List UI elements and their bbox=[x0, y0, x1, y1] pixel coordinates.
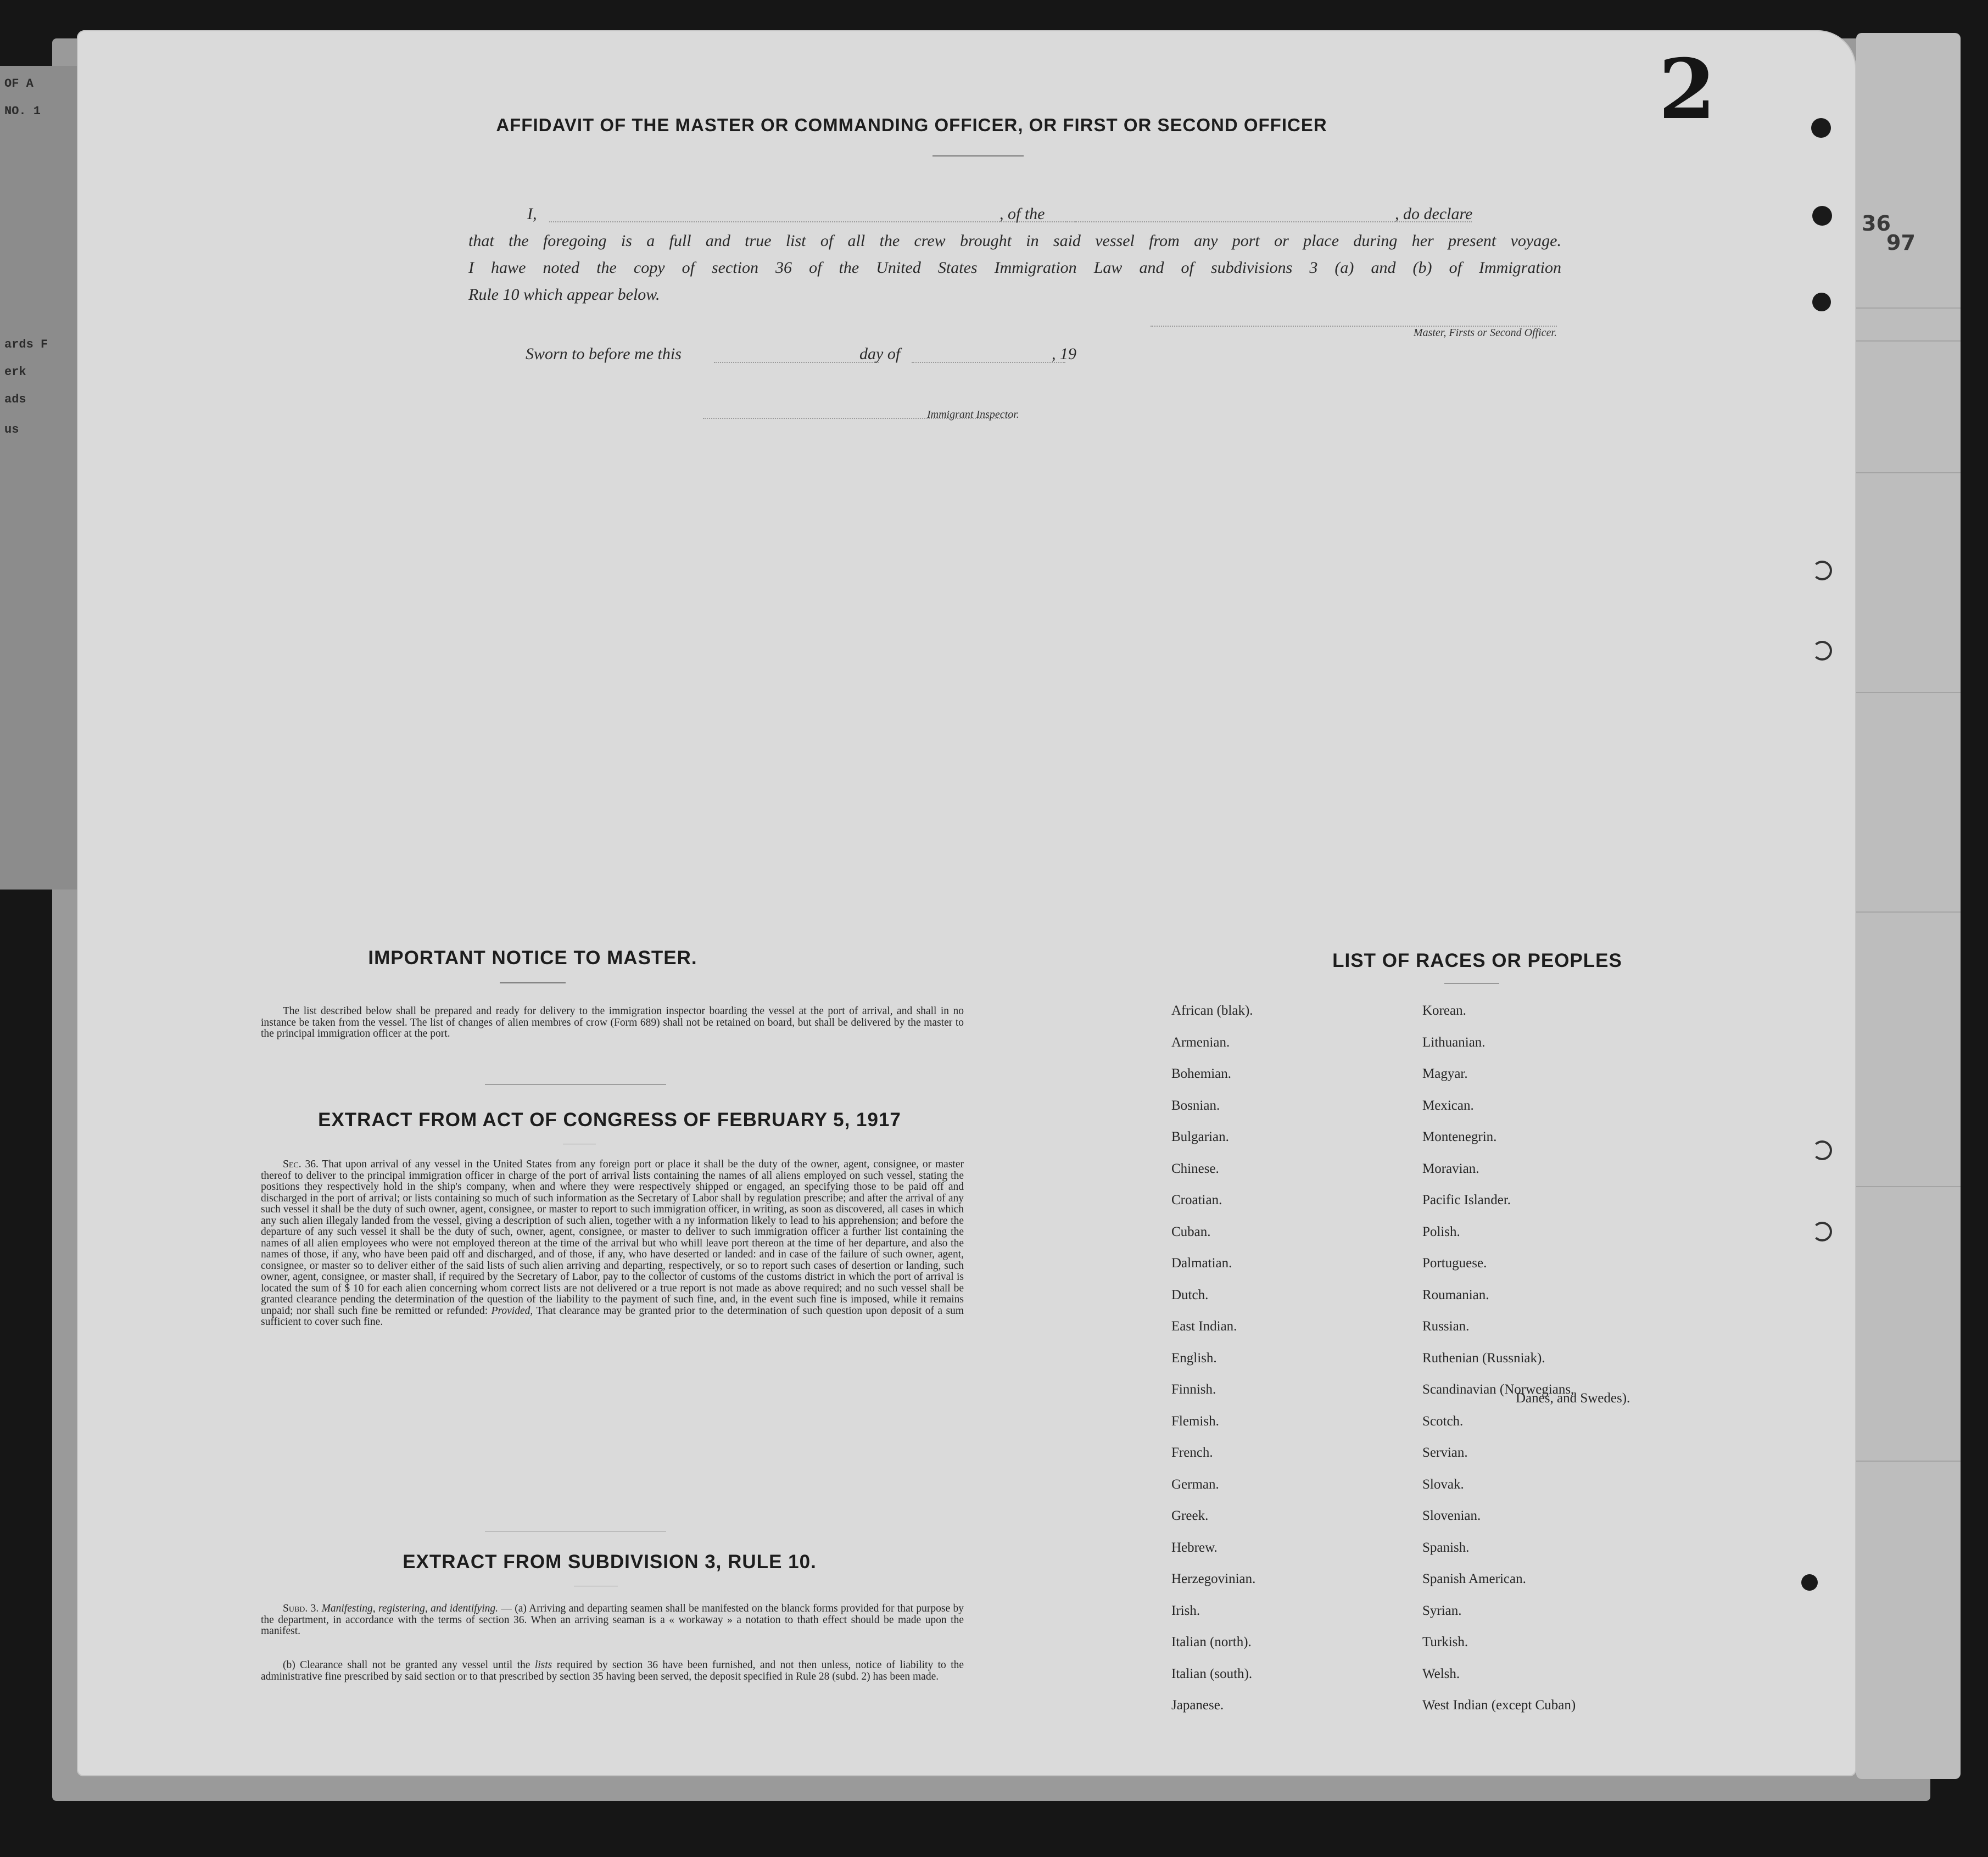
race-item: Magyar. bbox=[1422, 1066, 1468, 1081]
punch-hole bbox=[1812, 1140, 1832, 1160]
race-item: Portuguese. bbox=[1422, 1256, 1487, 1271]
subdivision-title: EXTRACT FROM SUBDIVISION 3, RULE 10. bbox=[403, 1551, 817, 1573]
race-item: Bohemian. bbox=[1171, 1066, 1232, 1081]
race-item: Turkish. bbox=[1422, 1635, 1468, 1649]
race-item: Pacific Islander. bbox=[1422, 1193, 1511, 1207]
race-item: Cuban. bbox=[1171, 1224, 1211, 1239]
race-item: Ruthenian (Russniak). bbox=[1422, 1350, 1545, 1366]
page-number: 2 bbox=[1658, 41, 1716, 138]
right-fragment: 97 bbox=[1886, 231, 1916, 255]
race-item: Bulgarian. bbox=[1171, 1129, 1229, 1144]
race-item: French. bbox=[1171, 1445, 1213, 1460]
race-item: Mexican. bbox=[1422, 1098, 1474, 1113]
title-divider bbox=[932, 155, 1024, 156]
left-fragment: OF A bbox=[4, 77, 33, 91]
race-item: Korean. bbox=[1422, 1003, 1466, 1018]
notice-text: The list described below shall be prepared and ready for delivery to the immigration inspector boarding the vessel at the port of arrival, and shall in no instance be taken from the vessel. The list of changes of alien membres of crow (Form 689) shall not be retained on board, but shall be delivered by the master to the principal immigration officer at the port. bbox=[261, 1005, 964, 1039]
punch-hole bbox=[1801, 1574, 1818, 1591]
subdivision-para-b bbox=[261, 1660, 964, 1682]
race-item: Slovak. bbox=[1422, 1476, 1464, 1492]
left-fragment: erk bbox=[4, 365, 26, 379]
punch-hole bbox=[1812, 561, 1832, 580]
race-item: Bosnian. bbox=[1171, 1098, 1220, 1113]
section-label: Sec. 36. bbox=[283, 1159, 319, 1170]
race-item: Flemish. bbox=[1171, 1413, 1219, 1429]
punch-hole bbox=[1812, 293, 1831, 311]
race-item: Greek. bbox=[1171, 1508, 1209, 1523]
punch-hole bbox=[1812, 641, 1832, 661]
race-item: Welsh. bbox=[1422, 1666, 1460, 1681]
subd-heading: Manifesting, registering, and identifying. bbox=[321, 1603, 498, 1614]
race-item: English. bbox=[1171, 1350, 1217, 1366]
inspector-caption: Immigrant Inspector. bbox=[927, 409, 1019, 421]
left-fragment: ards F bbox=[4, 338, 48, 351]
race-item: Chinese. bbox=[1171, 1161, 1219, 1176]
affidavit-line-4: Rule 10 which appear below. bbox=[468, 286, 660, 304]
race-item: Italian (south). bbox=[1171, 1666, 1253, 1681]
para-b-prefix: (b) Clearance shall not be granted any vessel until the bbox=[283, 1659, 530, 1671]
section-divider bbox=[485, 1084, 666, 1085]
race-item: Roumanian. bbox=[1422, 1287, 1489, 1302]
sworn-prefix: Sworn to before me this bbox=[526, 345, 682, 363]
race-item: Japanese. bbox=[1171, 1698, 1224, 1713]
race-item: Croatian. bbox=[1171, 1193, 1222, 1207]
sworn-day-of: day of bbox=[859, 345, 901, 363]
signature-caption: Master, Firsts or Second Officer. bbox=[1413, 327, 1557, 339]
race-item: Spanish. bbox=[1422, 1540, 1470, 1555]
race-item: Armenian. bbox=[1171, 1034, 1230, 1050]
affidavit-title: AFFIDAVIT OF THE MASTER OR COMMANDING OFFICER, OR FIRST OR SECOND OFFICER bbox=[496, 115, 1327, 135]
race-item: Moravian. bbox=[1422, 1161, 1479, 1176]
act-body: That upon arrival of any vessel in the United States from any foreign port or place it shall be the duty of the owner, agent, consignee, or master thereof to deliver to the principal immigration officer in charge of the port of arrival lists containing the names of all aliens employed on such vessel, stating the positions they respectively hold in the ship's company, when and where they were respectively shipped or engaged, an specifying those to be paid off and discharged in the port of arrival; or lists containing so much of such information as the Secretary of Labor shall by regulation prescribe; and after the arrival of any such vessel it shall be the duty of such owner, agent, consignee, or master to report to such immigration officer, in writing, as soon as discovered, all cases in which any such alien illegaly landed from the vessel, giving a description of such alien, together with a ny information likely to lead to his apprehension; and before the departure of any such vessel it shall be the duty of such, owner, agent, consignee, or master to deliver to such immigration officer a further list containing the names of all alien employees who were not employed thereon at the time of the arrival but who whill leave port thereon at the time of her departure, and also the names of those, if any, who have been paid off and discharged, and of those, if any, who have deserted or landed: and in case of the failure of such owner, agent, consignee, or master so to deliver either of the said lists of such alien arriving and departing, respectively, or so to report such cases of desertion or landing, such owner, agent, consignee, or master shall, if required by the Secretary of Labor, pay to the collector of customs of the customs district in which the port of arrival is located the sum of $ 10 for each alien concerning whom correct lists are not delivered or a true report is not made as above required; and no such vessel shall be granted clearance pending the determination of the question of the liability to the payment of such fine, and, in the event such fine is imposed, while it remains unpaid; nor shall such fine be remitted or refunded: bbox=[261, 1159, 964, 1317]
affidavit-line-3: I hawe noted the copy of section 36 of the United States Immigration Law and of subdivisions 3 (a) and (b) of Immigration bbox=[468, 259, 1561, 277]
race-item: East Indian. bbox=[1171, 1319, 1237, 1334]
race-item: Montenegrin. bbox=[1422, 1129, 1497, 1144]
provided-label: Provided, bbox=[491, 1305, 533, 1317]
race-item-continuation: Danes, and Swedes). bbox=[1516, 1391, 1630, 1406]
race-item: Spanish American. bbox=[1422, 1571, 1526, 1586]
race-item: Slovenian. bbox=[1422, 1508, 1481, 1523]
race-item: Finnish. bbox=[1171, 1382, 1216, 1397]
affidavit-of-the: , of the bbox=[999, 205, 1045, 223]
sworn-year: , 19 bbox=[1052, 345, 1076, 363]
left-fragment: ads bbox=[4, 393, 26, 406]
subd-para-a-text: — (a) Arriving and departing seamen shall be manifested on the blanck forms provided for that purpose by the department, in accordance with the terms of section 36. When an arriving seaman is a « workaway » a notation to thath effect should be made upon the manifest. bbox=[261, 1603, 964, 1637]
race-item: Italian (north). bbox=[1171, 1635, 1252, 1649]
races-title: LIST OF RACES OR PEOPLES bbox=[1332, 950, 1622, 971]
punch-hole bbox=[1812, 1222, 1832, 1241]
race-item: Dalmatian. bbox=[1171, 1256, 1232, 1271]
para-b-lists: lists bbox=[534, 1659, 552, 1671]
para-b-rest: required by section 36 have been furnished, and not then unless, notice of liability to the administrative fine prescribed by said section or to that prescribed by section 35 having been served, the deposit specified in Rule 28 (subd. 2) has been made. bbox=[261, 1659, 964, 1682]
right-adjacent-page-edge bbox=[1856, 33, 1961, 1779]
affidavit-line-2: that the foregoing is a full and true list of all the crew brought in said vessel from any port or place during her present voyage. bbox=[468, 232, 1561, 250]
race-item: West Indian (except Cuban) bbox=[1422, 1698, 1576, 1713]
race-item: Scotch. bbox=[1422, 1413, 1464, 1429]
month-blank bbox=[912, 362, 1065, 363]
left-adjacent-page-edge bbox=[0, 66, 82, 890]
document-page bbox=[77, 30, 1856, 1776]
race-item: Herzegovinian. bbox=[1171, 1571, 1256, 1586]
affidavit-declare: , do declare bbox=[1395, 205, 1473, 223]
race-item: German. bbox=[1171, 1476, 1219, 1492]
race-item: Russian. bbox=[1422, 1319, 1470, 1334]
race-item: African (blak). bbox=[1171, 1003, 1253, 1018]
race-item: Syrian. bbox=[1422, 1603, 1462, 1618]
race-item: Lithuanian. bbox=[1422, 1034, 1486, 1050]
race-item: Scandinavian (Norwegians, bbox=[1422, 1382, 1574, 1397]
name-blank bbox=[549, 221, 1076, 222]
race-item: Irish. bbox=[1171, 1603, 1200, 1618]
race-item: Hebrew. bbox=[1171, 1540, 1218, 1555]
race-item: Dutch. bbox=[1171, 1287, 1209, 1302]
race-item: Servian. bbox=[1422, 1445, 1468, 1460]
race-item: Polish. bbox=[1422, 1224, 1460, 1239]
notice-divider bbox=[500, 982, 566, 983]
subd-label: Subd. 3. bbox=[283, 1603, 319, 1614]
notice-title: IMPORTANT NOTICE TO MASTER. bbox=[368, 947, 697, 969]
act-title: EXTRACT FROM ACT OF CONGRESS OF FEBRUARY 5, 1917 bbox=[318, 1109, 901, 1131]
left-fragment: us bbox=[4, 423, 19, 437]
punch-hole bbox=[1811, 118, 1831, 138]
subdivision-para-a bbox=[261, 1603, 964, 1637]
act-body-end: That clearance may be granted prior to the determination of such question upon deposit of a sum sufficient to cover such fine. bbox=[261, 1305, 964, 1328]
affidavit-i: I, bbox=[527, 205, 537, 223]
races-divider bbox=[1444, 983, 1499, 984]
left-fragment: NO. 1 bbox=[4, 104, 41, 118]
right-fragment: 36 bbox=[1862, 211, 1891, 236]
punch-hole bbox=[1812, 206, 1832, 226]
day-blank bbox=[714, 362, 879, 363]
act-text bbox=[261, 1159, 964, 1328]
